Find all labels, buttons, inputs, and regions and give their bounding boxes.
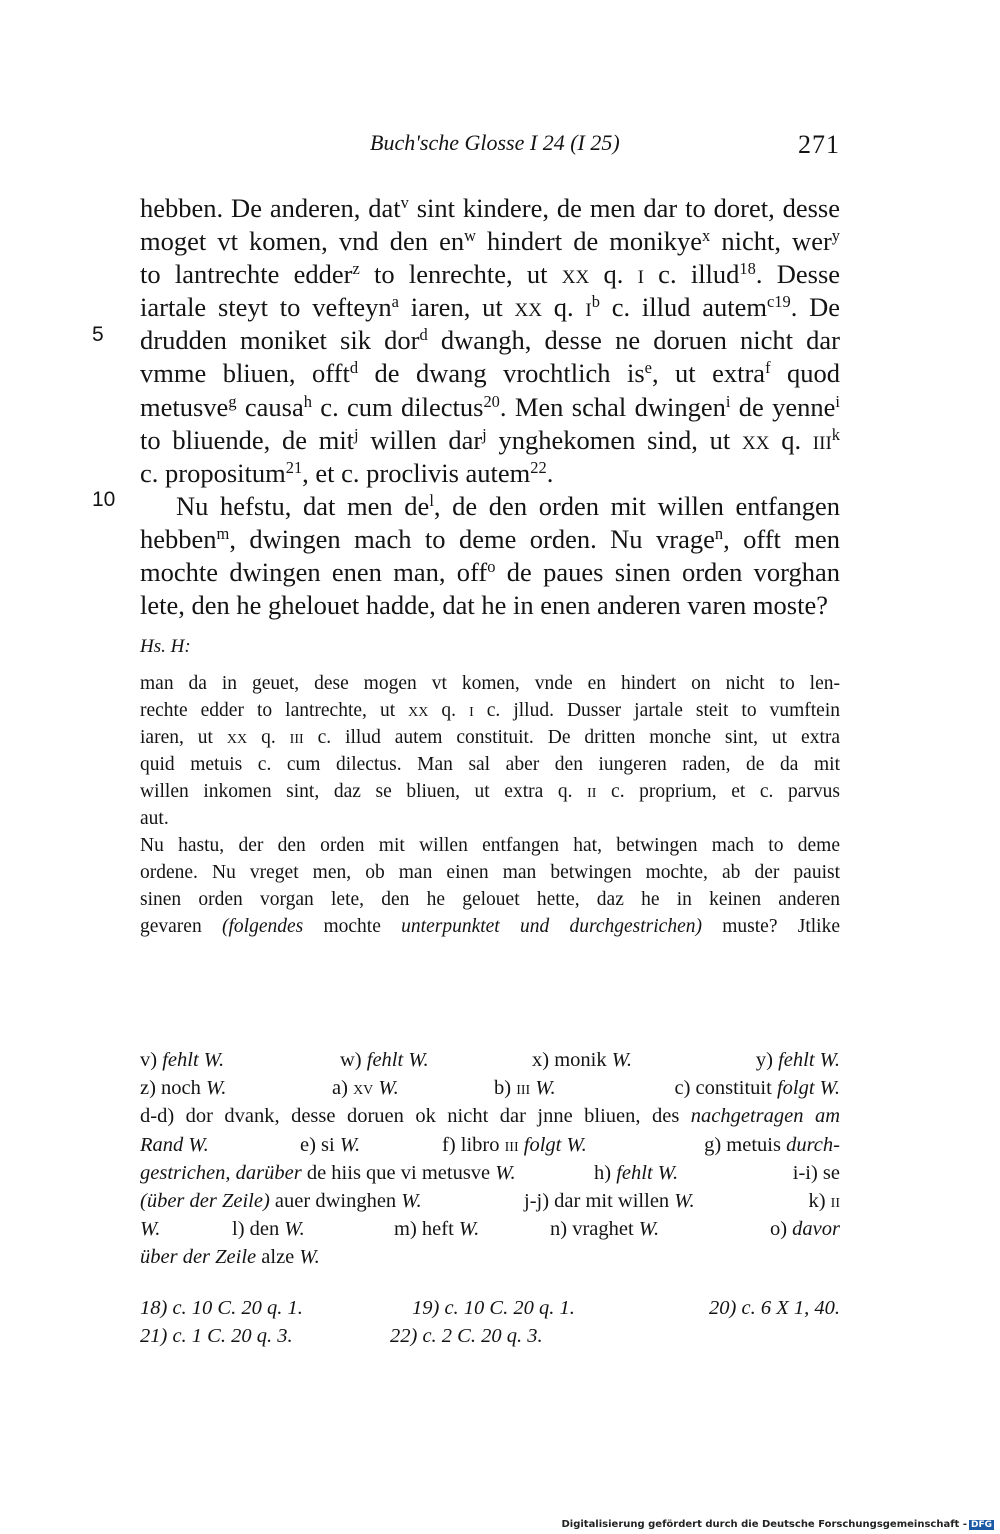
critical-apparatus bbox=[140, 1046, 840, 1272]
apparatus-row-3 bbox=[140, 1102, 840, 1130]
running-header bbox=[140, 130, 840, 170]
ms-line-9: sinen orden vorgan lete, den he gelouet hette, daz he in keinen anderen bbox=[140, 889, 840, 910]
dfg-credit-text: Digitalisierung gefördert durch die Deutsche Forschungsgemeinschaft - bbox=[561, 1519, 967, 1530]
apparatus-note-x: x) monik W. bbox=[532, 1049, 633, 1071]
note-20: 20) c. 6 X 1, 40. bbox=[709, 1297, 840, 1319]
apparatus-row-5 bbox=[140, 1159, 840, 1187]
main-line-10: Nu hefstu, dat men $de^l$, de den orden mit willen entfangen bbox=[176, 490, 840, 521]
main-line-6: vmme bliuen, offt$^d$ de dwang vrochtlich $is^e$, ut extra$^f$ quod bbox=[140, 358, 841, 389]
apparatus-note-o-cont: über der Zeile alze W. bbox=[140, 1246, 320, 1269]
apparatus-row-8 bbox=[140, 1243, 840, 1271]
apparatus-note-w: w) fehlt W. bbox=[340, 1049, 429, 1071]
apparatus-note-g: g) metuis durch- bbox=[704, 1133, 840, 1156]
apparatus-note-k: k) ii bbox=[808, 1189, 840, 1212]
main-line-8: to bliuende, de mit$^j$ willen dar$^j$ ynghekomen sind, ut xx q. iii$^k$ bbox=[140, 424, 840, 455]
apparatus-note-v: v) fehlt W. bbox=[140, 1049, 225, 1071]
apparatus-row-2 bbox=[140, 1074, 840, 1102]
note-21: 21) c. 1 C. 20 q. 3. bbox=[140, 1325, 293, 1347]
ms-line-7: Nu hastu, der den orden mit willen entfangen hat, betwingen mach to deme bbox=[140, 835, 840, 856]
apparatus-row-1 bbox=[140, 1046, 840, 1074]
main-line-9: c. propositum$^{21}$, et c. proclivis autem$^{22}$. bbox=[140, 457, 554, 488]
manuscript-heading: Hs. H: bbox=[140, 636, 191, 657]
apparatus-row-6 bbox=[140, 1187, 840, 1215]
apparatus-note-z: z) noch W. bbox=[140, 1077, 227, 1100]
apparatus-row-4 bbox=[140, 1131, 840, 1159]
notes-row-1 bbox=[140, 1294, 840, 1322]
note-18: 18) c. 10 C. 20 q. 1. bbox=[140, 1297, 303, 1319]
dfg-credit bbox=[561, 1519, 994, 1530]
apparatus-note-j: j-j) dar mit willen W. bbox=[524, 1189, 695, 1212]
running-title: Buch'sche Glosse I 24 (I 25) bbox=[370, 130, 620, 155]
ms-line-10: gevaren (folgendes mochte unterpunktet und durchgestrichen) muste? Jtlike bbox=[140, 916, 840, 937]
apparatus-note-m: m) heft W. bbox=[394, 1218, 480, 1241]
main-line-12: mochte dwingen enen man, off$^o$ de paues sinen orden vorghan bbox=[140, 557, 840, 588]
main-line-2: moget vt komen, vnd den $en^w$ hindert de monikye$^x$ nicht, wer$^y$ bbox=[140, 226, 841, 257]
apparatus-note-d: d-d) dor dvank, desse doruen ok nicht dar jnne bliuen, des nachgetragen am bbox=[140, 1105, 841, 1128]
main-line-1: hebben. De anderen, dat$^v$ sint kindere, de men dar to doret, desse bbox=[140, 192, 840, 223]
main-line-7: metusve$^g$ causa$^h$ c. cum dilectus$^{20}$. Men schal dwingen$^i$ de yenne$^i$ bbox=[140, 391, 840, 422]
apparatus-note-i: i-i) se bbox=[792, 1161, 840, 1184]
manuscript-text bbox=[140, 670, 840, 940]
ms-line-4: quid metuis c. cum dilectus. Man sal aber den iungeren raden, de da mit bbox=[140, 754, 840, 775]
notes-row-2 bbox=[140, 1322, 840, 1350]
apparatus-note-n: n) vraghet W. bbox=[550, 1218, 660, 1241]
main-line-5: drudden moniket sik dor$^d$ dwangh, desse ne doruen nicht dar bbox=[140, 325, 840, 356]
main-line-4: iartale steyt to vefteyn$^a$ iaren, ut xx q. $i^b$ c. illud autem$^{c19}$. De bbox=[140, 292, 841, 323]
apparatus-note-c: c) constituit folgt W. bbox=[674, 1077, 840, 1100]
apparatus-note-d-cont: Rand W. bbox=[140, 1133, 209, 1156]
source-notes bbox=[140, 1294, 840, 1350]
main-line-11: hebben$^m$, dwingen mach to deme orden. Nu vrage$^n$, offt men bbox=[140, 523, 840, 554]
ms-line-1: man da in geuet, dese mogen vt komen, vnde en hindert on nicht to len- bbox=[140, 673, 840, 694]
apparatus-row-7 bbox=[140, 1215, 840, 1243]
page-number: 271 bbox=[798, 130, 840, 159]
ms-line-5: willen inkomen sint, daz se bliuen, ut extra q. ii c. proprium, et c. parvus bbox=[140, 781, 840, 802]
apparatus-note-e: e) si W. bbox=[300, 1133, 361, 1156]
note-22: 22) c. 2 C. 20 q. 3. bbox=[390, 1325, 543, 1347]
ms-line-6: aut. bbox=[140, 808, 169, 829]
apparatus-note-o: o) davor bbox=[769, 1218, 840, 1241]
ms-line-2: rechte edder to lantrechte, ut xx q. i c. jllud. Dusser jartale steit to vumftein bbox=[140, 700, 841, 721]
ms-line-3: iaren, ut xx q. iii c. illud autem constituit. De dritten monche sint, ut extra bbox=[140, 727, 841, 748]
apparatus-note-f: f) libro iii folgt W. bbox=[442, 1133, 587, 1156]
apparatus-note-b: b) iii W. bbox=[494, 1077, 556, 1100]
apparatus-note-i-cont: (über der Zeile) auer dwinghen W. bbox=[140, 1189, 422, 1212]
main-line-13: lete, den he ghelouet hadde, dat he in enen anderen varen moste? bbox=[140, 590, 828, 621]
line-number-10: 10 bbox=[92, 488, 116, 511]
dfg-logo: DFG bbox=[970, 1520, 992, 1530]
apparatus-note-a: a) xv W. bbox=[332, 1077, 399, 1100]
apparatus-note-g-cont: gestrichen, darüber de hiis que vi metusve W. bbox=[140, 1161, 516, 1184]
main-text bbox=[140, 192, 840, 622]
apparatus-note-y: y) fehlt W. bbox=[755, 1049, 840, 1071]
note-19: 19) c. 10 C. 20 q. 1. bbox=[412, 1297, 575, 1319]
apparatus-note-h: h) fehlt W. bbox=[594, 1161, 679, 1184]
apparatus-note-k-cont: W. bbox=[140, 1218, 161, 1241]
line-number-5: 5 bbox=[92, 323, 104, 346]
main-line-3: to lantrechte edder$^z$ to lenrechte, ut xx q. i c. illud$^{18}$. Desse bbox=[140, 259, 841, 290]
ms-line-8: ordene. Nu vreget men, ob man einen man betwingen mochte, ab der pauist bbox=[140, 862, 840, 883]
apparatus-note-l: l) den W. bbox=[232, 1218, 305, 1241]
